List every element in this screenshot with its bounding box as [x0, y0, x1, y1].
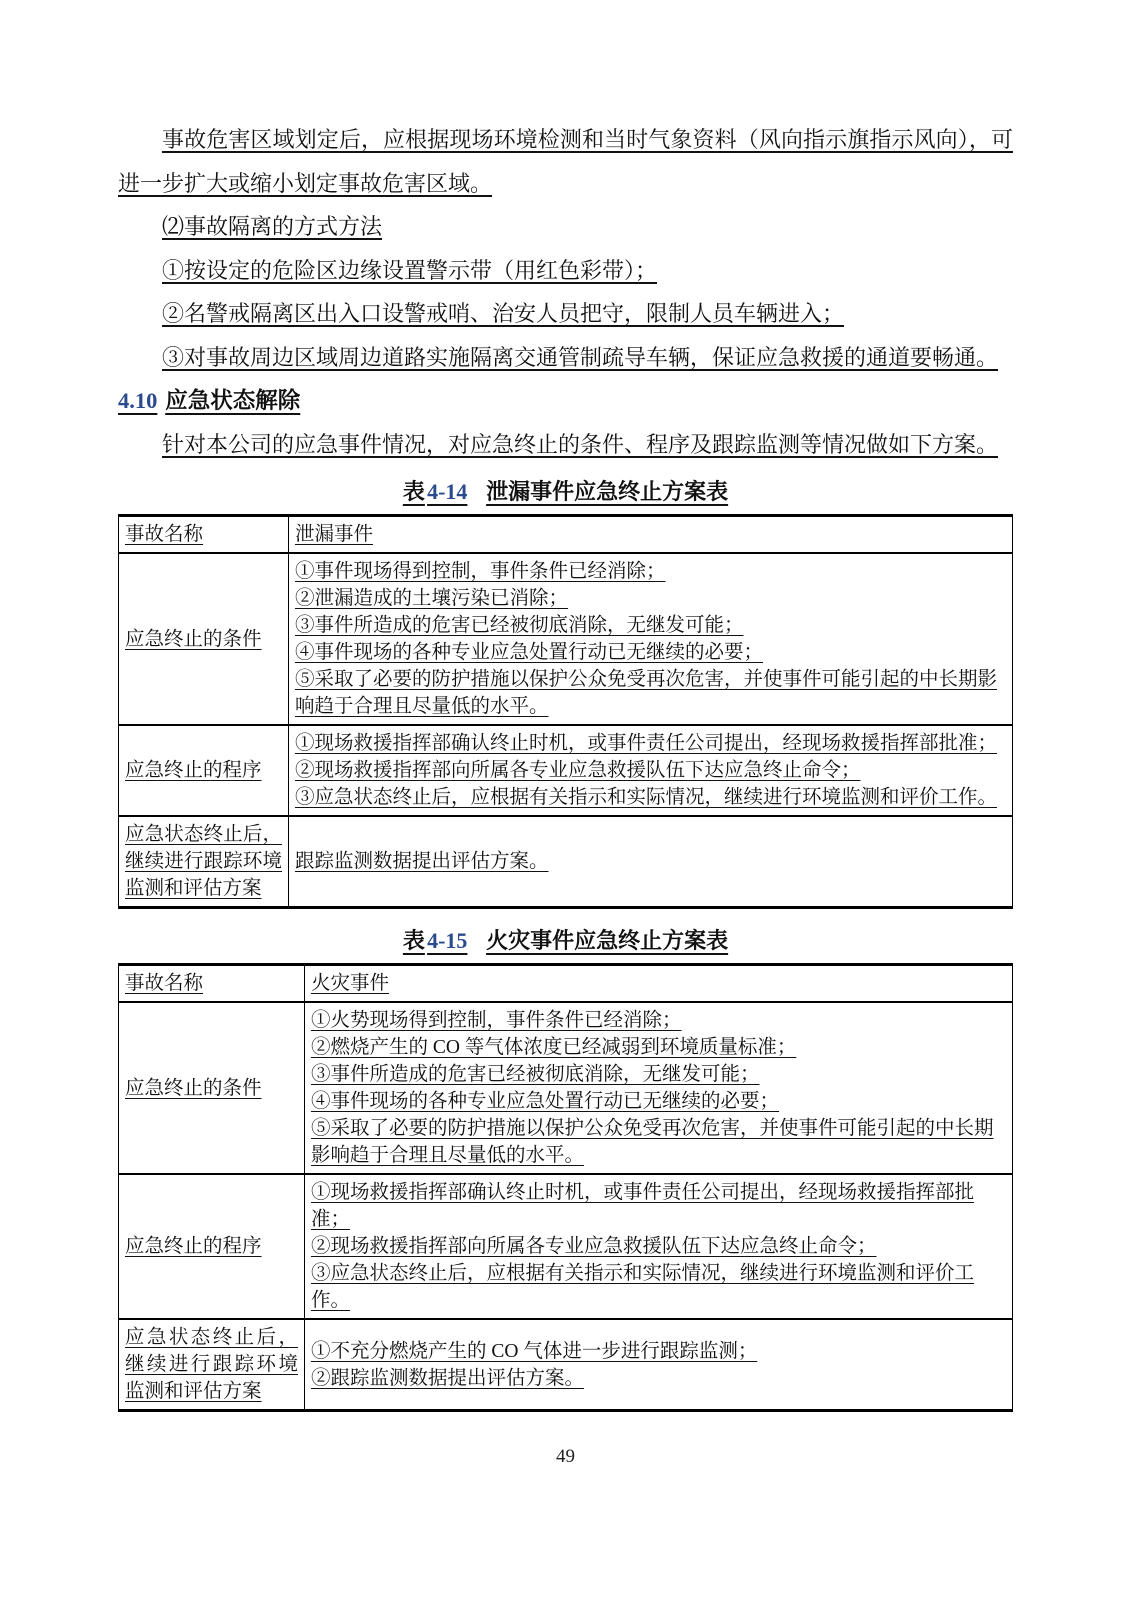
paragraph: ③对事故周边区域周边道路实施隔离交通管制疏导车辆，保证应急救援的通道要畅通。	[162, 344, 999, 370]
cell-line: ②泄漏造成的土壤污染已消除；	[295, 588, 569, 609]
paragraph: ②名警戒隔离区出入口设警戒哨、治安人员把守，限制人员车辆进入；	[162, 301, 845, 326]
table-row	[119, 965, 1013, 1003]
cell-line: ③事件所造成的危害已经被彻底消除，无继发可能；	[311, 1064, 760, 1085]
cell-line: ④事件现场的各种专业应急处置行动已无继续的必要；	[295, 642, 764, 663]
cell-line: ③应急状态终止后，应根据有关指示和实际情况，继续进行环境监测和评价工作。	[295, 787, 998, 808]
caption-prefix: 表	[402, 479, 425, 504]
cell-line: 火灾事件	[311, 973, 390, 994]
table-4-15	[118, 963, 1013, 1412]
table-row	[119, 1319, 1013, 1411]
cell-line: ①现场救援指挥部确认终止时机，或事件责任公司提出，经现场救援指挥部批准；	[311, 1182, 975, 1230]
caption-prefix: 表	[402, 928, 425, 953]
cell-line: ①事件现场得到控制，事件条件已经消除；	[295, 561, 666, 582]
table-caption-4-14	[118, 478, 1013, 506]
paragraph: ①按设定的危险区边缘设置警示带（用红色彩带）；	[162, 257, 658, 283]
cell-line: ①不充分燃烧产生的 CO 气体进一步进行跟踪监测；	[311, 1340, 758, 1362]
row-content	[289, 516, 1013, 554]
cell-line: ②燃烧产生的 CO 等气体浓度已经减弱到环境质量标准；	[311, 1037, 797, 1058]
table-4-14	[118, 514, 1013, 909]
row-label: 应急终止的条件	[119, 1002, 305, 1174]
table-row	[119, 553, 1013, 725]
page-number: 49	[556, 1446, 575, 1467]
cell-line: ②现场救援指挥部向所属各专业应急救援队伍下达应急终止命令；	[295, 760, 861, 781]
caption-title: 火灾事件应急终止方案表	[486, 928, 729, 953]
cell-line: ②跟踪监测数据提出评估方案。	[311, 1367, 585, 1389]
cell-line: ⑤采取了必要的防护措施以保护公众免受再次危害，并使事件可能引起的中长期影响趋于合理且尽量低的水平。	[295, 669, 998, 717]
cell-line: 跟踪监测数据提出评估方案。	[295, 851, 549, 872]
row-content	[289, 816, 1013, 908]
row-content	[305, 1319, 1013, 1411]
row-label: 应急终止的程序	[119, 725, 289, 816]
row-content	[305, 1174, 1013, 1319]
row-content	[289, 553, 1013, 725]
cell-line: ⑤采取了必要的防护措施以保护公众免受再次危害，并使事件可能引起的中长期影响趋于合理且尽量低的水平。	[311, 1118, 994, 1166]
caption-number: 4-15	[427, 928, 468, 953]
row-content	[289, 725, 1013, 816]
paragraph: ⑵事故隔离的方式方法	[162, 214, 383, 239]
table-row	[119, 516, 1013, 554]
row-label: 应急终止的条件	[119, 553, 289, 725]
intro-paragraph: 针对本公司的应急事件情况，对应急终止的条件、程序及跟踪监测等情况做如下方案。	[162, 431, 999, 457]
cell-line: ③应急状态终止后，应根据有关指示和实际情况，继续进行环境监测和评价工作。	[311, 1263, 975, 1311]
cell-line: ④事件现场的各种专业应急处置行动已无继续的必要；	[311, 1091, 780, 1112]
caption-number: 4-14	[427, 479, 468, 504]
row-content	[305, 965, 1013, 1003]
cell-line: ③事件所造成的危害已经被彻底消除，无继发可能；	[295, 615, 744, 636]
cell-line: ①现场救援指挥部确认终止时机，或事件责任公司提出，经现场救援指挥部批准；	[295, 733, 998, 754]
row-content	[305, 1002, 1013, 1174]
row-label: 应急状态终止后，继续进行跟踪环境监测和评估方案	[119, 816, 289, 908]
table-caption-4-15	[118, 927, 1013, 955]
section-heading	[118, 379, 1013, 423]
paragraph: 事故危害区域划定后，应根据现场环境检测和当时气象资料（风向指示旗指示风向），可进一步扩大或缩小划定事故危害区域。	[118, 127, 1013, 196]
table-row	[119, 1002, 1013, 1174]
row-label: 应急终止的程序	[119, 1174, 305, 1319]
row-label: 事故名称	[119, 516, 289, 554]
table-row	[119, 816, 1013, 908]
section-title: 应急状态解除	[165, 388, 301, 413]
table-row	[119, 725, 1013, 816]
cell-line: 泄漏事件	[295, 524, 374, 545]
cell-line: ①火势现场得到控制，事件条件已经消除；	[311, 1010, 682, 1031]
row-label: 应急状态终止后，继续进行跟踪环境监测和评估方案	[119, 1319, 305, 1411]
cell-line: ②现场救援指挥部向所属各专业应急救援队伍下达应急终止命令；	[311, 1236, 877, 1257]
section-number: 4.10	[118, 388, 158, 413]
caption-title: 泄漏事件应急终止方案表	[486, 479, 729, 504]
row-label: 事故名称	[119, 965, 305, 1003]
table-row	[119, 1174, 1013, 1319]
